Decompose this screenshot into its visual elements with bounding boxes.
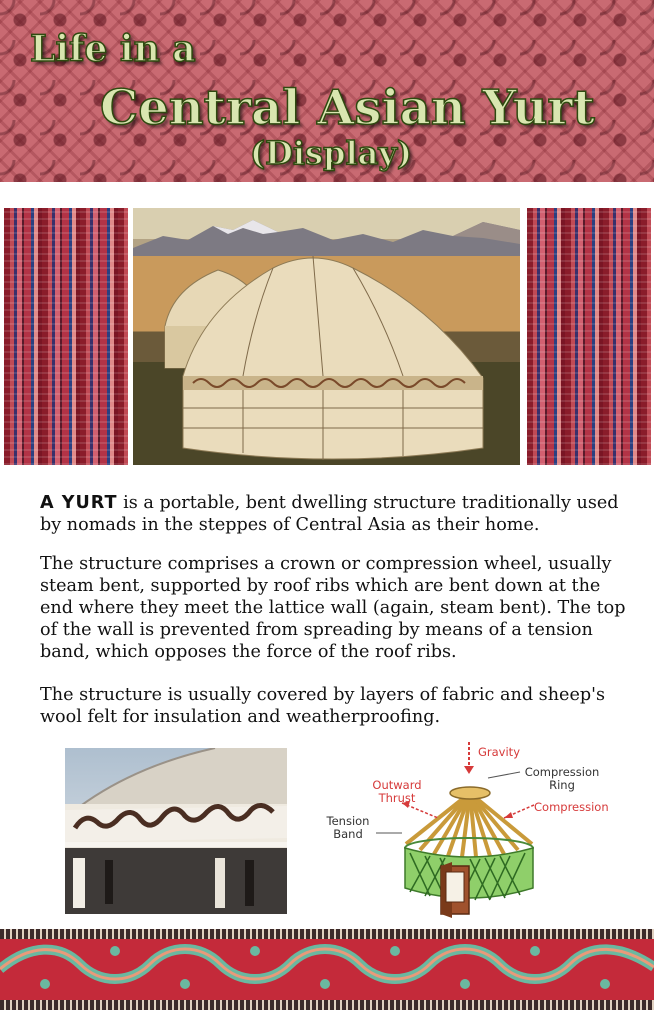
yurt-lead-word: A YURT	[40, 493, 118, 513]
paragraph-intro	[40, 492, 630, 536]
label-compression-ring	[516, 766, 608, 792]
title-line-2: Central Asian Yurt	[100, 80, 595, 136]
title-line-1: Life in a	[30, 28, 196, 70]
label-gravity: Gravity	[478, 745, 521, 759]
label-tension-band-line1: Tension	[326, 814, 370, 828]
paragraph-covering: The structure is usually covered by layers of fabric and sheep's wool felt for insulation and weatherproofing.	[40, 685, 605, 727]
header-banner	[0, 0, 654, 182]
title-line-3: (Display)	[250, 134, 413, 172]
label-tension-band	[320, 815, 376, 841]
label-outward-thrust-line2: Thrust	[378, 791, 416, 805]
label-tension-band-line2: Band	[333, 827, 363, 841]
label-compression: Compression	[534, 800, 609, 814]
yurt-landscape-illustration	[133, 208, 520, 465]
label-compression-ring-line2: Ring	[549, 778, 575, 792]
bottom-border-textile	[0, 929, 654, 1010]
label-outward-thrust-line1: Outward	[372, 778, 422, 792]
border-pattern	[0, 929, 654, 1010]
felt-closeup-photo	[65, 748, 287, 914]
yurt-landscape-photo	[133, 208, 520, 465]
label-compression-ring-line1: Compression	[524, 765, 600, 779]
paragraph-structure: The structure comprises a crown or compression wheel, usually steam bent, supported by roof ribs which are bent down at the end where they meet the lattice wall (again, steam bent). The top of the wall is prevented from spreading by means of a tension band, which opposes the force of the roof ribs.	[40, 554, 626, 662]
yurt-structure-diagram	[320, 738, 620, 923]
textile-right-image	[527, 208, 651, 465]
textile-left-image	[4, 208, 128, 465]
felt-closeup-illustration	[65, 748, 287, 914]
label-outward-thrust	[362, 779, 432, 805]
paragraph-intro-text: is a portable, bent dwelling structure traditionally used by nomads in the steppes of Central Asia as their home.	[40, 493, 619, 535]
